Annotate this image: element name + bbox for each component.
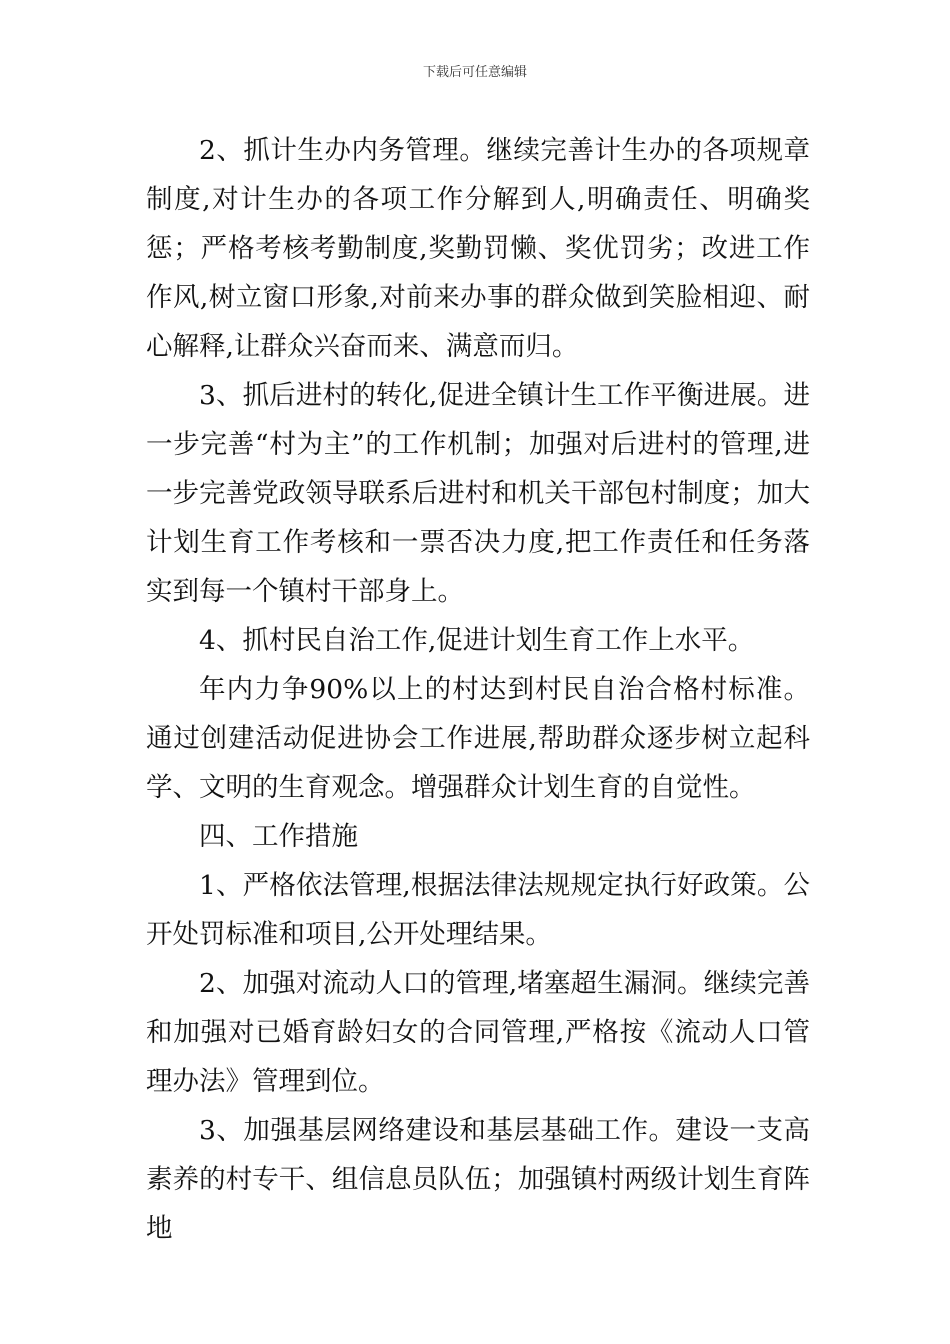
paragraph-measure-2-floating-population: 2、加强对流动人口的管理,堵塞超生漏洞。继续完善和加强对已婚育龄妇女的合同管理,严格按《流动人口管理办法》管理到位。 <box>146 968 810 1097</box>
paragraph-measure-3-grassroots-network: 3、加强基层网络建设和基层基础工作。建设一支高素养的村专干、组信息员队伍；加强镇村两级计划生育阵地 <box>146 1115 810 1244</box>
page-header: 下载后可任意编辑 <box>422 65 527 80</box>
section-heading-work-measures: 四、工作措施 <box>199 821 358 852</box>
paragraph-measure-1-lawful-management: 1、严格依法管理,根据法律法规规定执行好政策。公开处罚标准和项目,公开处理结果。 <box>146 870 810 950</box>
paragraph-item-2-internal-affairs: 2、抓计生办内务管理。继续完善计生办的各项规章制度,对计生办的各项工作分解到人,明确责任、明确奖惩；严格考核考勤制度,奖勤罚懒、奖优罚劣；改进工作作风,树立窗口形象,对前来办事的群众做到笑脸相迎、耐心解释,让群众兴奋而来、满意而归。 <box>146 135 810 362</box>
paragraph-annual-target: 年内力争90%以上的村达到村民自治合格村标准。通过创建活动促进协会工作进展,帮助群众逐步树立起科学、文明的生育观念。增强群众计划生育的自觉性。 <box>146 674 810 803</box>
paragraph-item-4-village-autonomy: 4、抓村民自治工作,促进计划生育工作上水平。 <box>199 625 755 656</box>
document-body <box>146 126 810 1253</box>
paragraph-item-3-lagging-villages: 3、抓后进村的转化,促进全镇计生工作平衡进展。进一步完善“村为主”的工作机制；加强对后进村的管理,进一步完善党政领导联系后进村和机关干部包村制度；加大计划生育工作考核和一票否决力度,把工作责任和任务落实到每一个镇村干部身上。 <box>146 380 810 607</box>
